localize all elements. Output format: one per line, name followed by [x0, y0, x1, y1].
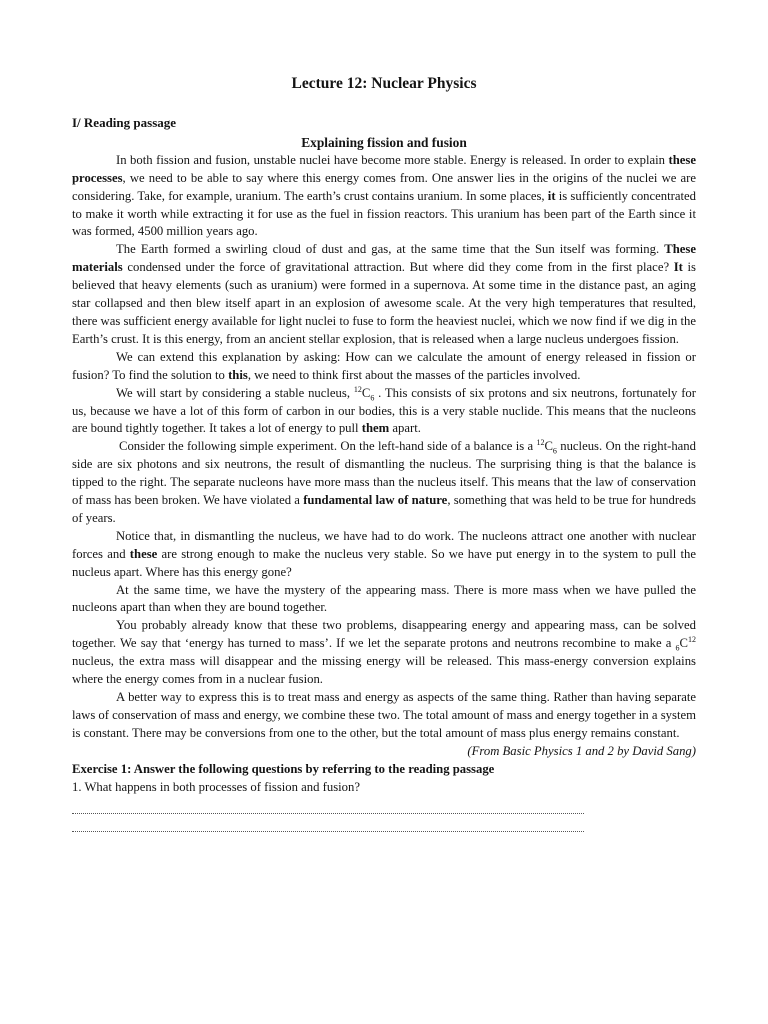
paragraph-5: Consider the following simple experiment. On the left-hand side of a balance is a $^{12}C_6$ nucleus. On the right-hand side are six photons and six neutrons, the result of dismantling the nucleus. The surprising thing is that the balance is tipped to the right. The separate nucleons have more mass than the nucleus itself. This means that the law of conservation of mass has been broken. We have violated a fundamental law of nature, something that was held to be true for hundreds of years. [72, 438, 696, 525]
atomic-number: 6 [552, 446, 557, 456]
atomic-number: 6 [675, 643, 680, 653]
bold-term: these processes [72, 152, 696, 185]
atomic-number: 6 [370, 393, 375, 403]
source-citation: (From Basic Physics 1 and 2 by David Sang) [467, 743, 696, 758]
mass-number: 12 [536, 438, 545, 448]
lecture-title: Lecture 12: Nuclear Physics [291, 75, 477, 92]
bold-term: it [547, 188, 556, 203]
paragraph-4: We will start by considering a stable nucleus, $^{12}C_6$ . This consists of six protons and six neutrons, fortunately for us, because we have a lot of this form of carbon in our bodies, this is a very stable nuclide. This means that the nucleons are bound tightly together. It takes a lot of energy to pull them apart. [72, 384, 696, 436]
answer-line[interactable] [72, 814, 584, 832]
paragraph-8: You probably already know that these two problems, disappearing energy and appearing mass, can be solved together. We say that ‘energy has turned to mass’. If we let the separate protons and neutrons recombine to make a $_6C^{12}$ nucleus, the extra mass will disappear and the missing energy will be released. This mass-energy conversion explains where the energy comes from in a nuclear fusion. [72, 618, 696, 687]
paragraph-2: The Earth formed a swirling cloud of dust and gas, at the same time that the Sun itself was forming. These materials condensed under the force of gravitational attraction. But where did they come from in the first place? It is believed that heavy elements (such as uranium) were formed in a supernova. At some time in the distance past, an aging star collapsed and then blew itself apart in an explosion of awesome scale. At the very high temperatures that resulted, there was sufficient energy available for light nuclei to fuse to form the heaviest nuclei, which we now find if we dig in the Earth’s crust. It is this energy, from an ancient stellar explosion, that is released when a large nucleus undergoes fission. [72, 242, 696, 346]
bold-term: These materials [72, 242, 696, 275]
paragraph-1: In both fission and fusion, unstable nuclei have become more stable. Energy is released. In order to explain these processes, we need to be able to say where this energy comes from. One answer lies in the origins of the nuclei we are considering. Take, for example, uranium. The earth’s crust contains uranium. In some places, it is sufficiently concentrated to make it worth while extracting it for use as the fuel in fission reactors. This uranium has been part of the Earth since it was formed, 4500 million years ago. [72, 152, 697, 239]
element-symbol: C [679, 636, 688, 651]
bold-term: It [673, 260, 683, 275]
paragraph-7: At the same time, we have the mystery of the appearing mass. There is more mass when we have pulled the nucleons apart than when they are bound together. [72, 582, 696, 615]
element-symbol: C [544, 439, 553, 454]
bold-term: this [228, 367, 248, 382]
paragraph-9: A better way to express this is to treat mass and energy as aspects of the same thing. Rather than having separate laws of conservation of mass and energy, we combine these two. The total amount of mass and energy together in a system is constant. There may be conversions from one to the other, but the total amount of mass plus energy remains constant. [72, 690, 696, 740]
answer-line[interactable] [72, 796, 584, 814]
question-1: 1. What happens in both processes of fission and fusion? [72, 779, 361, 794]
mass-number: 12 [353, 384, 362, 394]
passage-title: Explaining fission and fusion [301, 134, 467, 150]
element-symbol: C [361, 385, 371, 400]
paragraph-6: Notice that, in dismantling the nucleus, we have had to do work. The nucleons attract one another with nuclear forces and these are strong enough to make the nucleus very stable. So we have put energy in to the system to pull the nucleus apart. Where has this energy gone? [72, 528, 696, 579]
mass-number: 12 [688, 635, 696, 645]
exercise-heading: Exercise 1: Answer the following questions by referring to the reading passage [72, 761, 495, 776]
paragraph-3: We can extend this explanation by asking: How can we calculate the amount of energy released in fission or fusion? To find the solution to this, we need to think first about the masses of the particles involved. [72, 349, 696, 382]
section-heading: I/ Reading passage [72, 115, 177, 130]
bold-term: fundamental law of nature [303, 493, 448, 508]
bold-term: them [361, 421, 390, 436]
bold-term: these [129, 546, 158, 561]
